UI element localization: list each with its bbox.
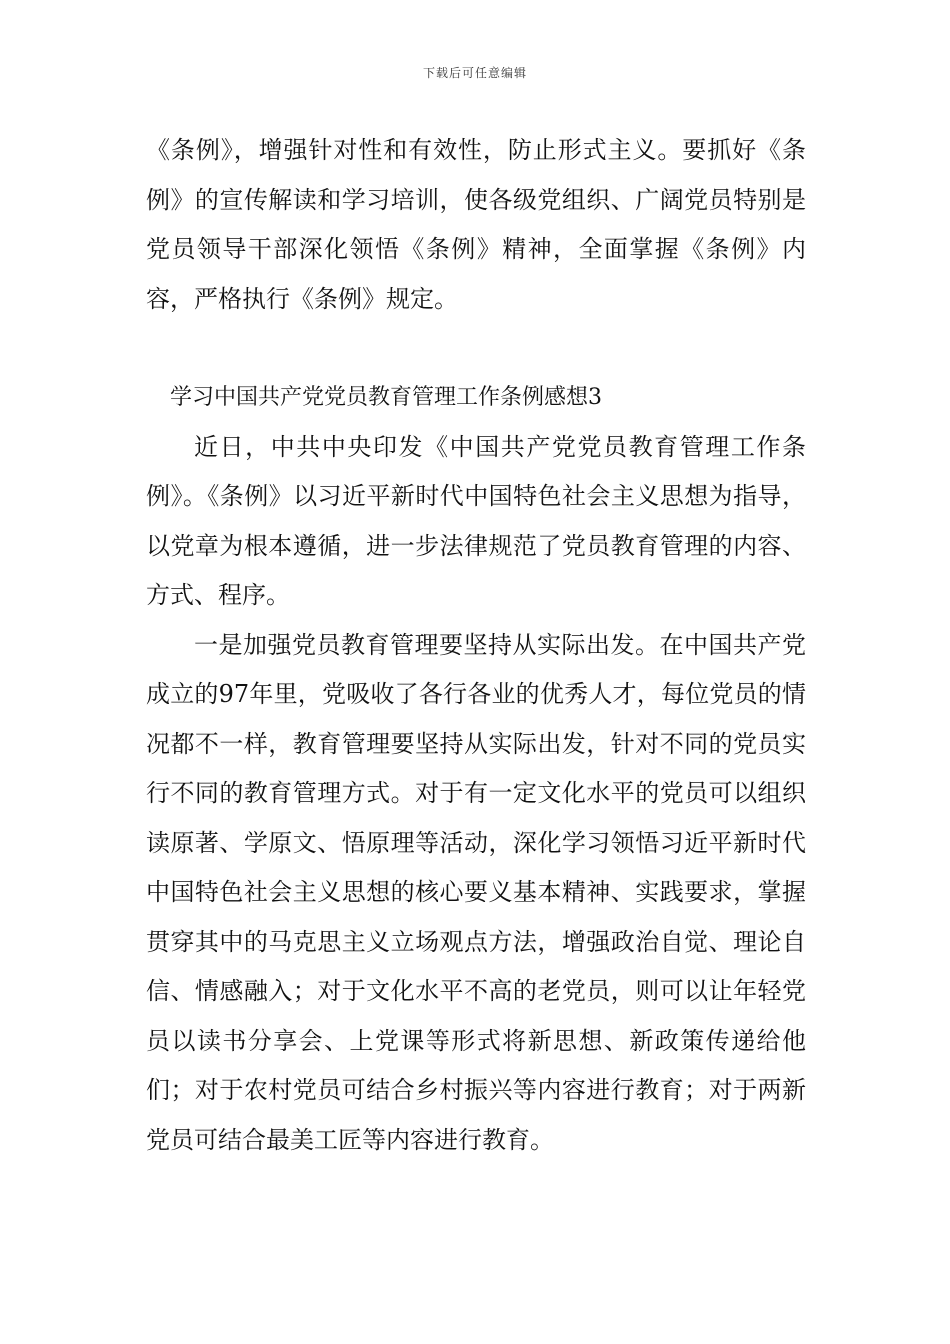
page-header: 下载后可任意编辑 <box>422 66 527 80</box>
paragraph-point-one: 一是加强党员教育管理要坚持从实际出发。在中国共产党成立的97年里，党吸收了各行各业的优秀人才，每位党员的情况都不一样，教育管理要坚持从实际出发，针对不同的党员实行不同的教育管理方式。对于有一定文化水平的党员可以组织读原著、学原文、悟原理等活动，深化学习领悟习近平新时代中国特色社会主义思想的核心要义基本精神、实践要求，掌握贯穿其中的马克思主义立场观点方法，增强政治自觉、理论自信、情感融入；对于文化水平不高的老党员，则可以让年轻党员以读书分享会、上党课等形式将新思想、新政策传递给他们；对于农村党员可结合乡村振兴等内容进行教育；对于两新党员可结合最美工匠等内容进行教育。 <box>146 630 806 1154</box>
section-title: 学习中国共产党党员教育管理工作条例感想3 <box>170 385 602 410</box>
paragraph-intro: 近日，中共中央印发《中国共产党党员教育管理工作条例》。《条例》以习近平新时代中国特色社会主义思想为指导，以党章为根本遵循，进一步法律规范了党员教育管理的内容、方式、程序。 <box>146 432 806 609</box>
paragraph-continued: 《条例》，增强针对性和有效性，防止形式主义。要抓好《条例》的宣传解读和学习培训，使各级党组织、广阔党员特别是党员领导干部深化领悟《条例》精神，全面掌握《条例》内容，严格执行《条例》规定。 <box>146 136 806 313</box>
document-body <box>146 126 806 1165</box>
